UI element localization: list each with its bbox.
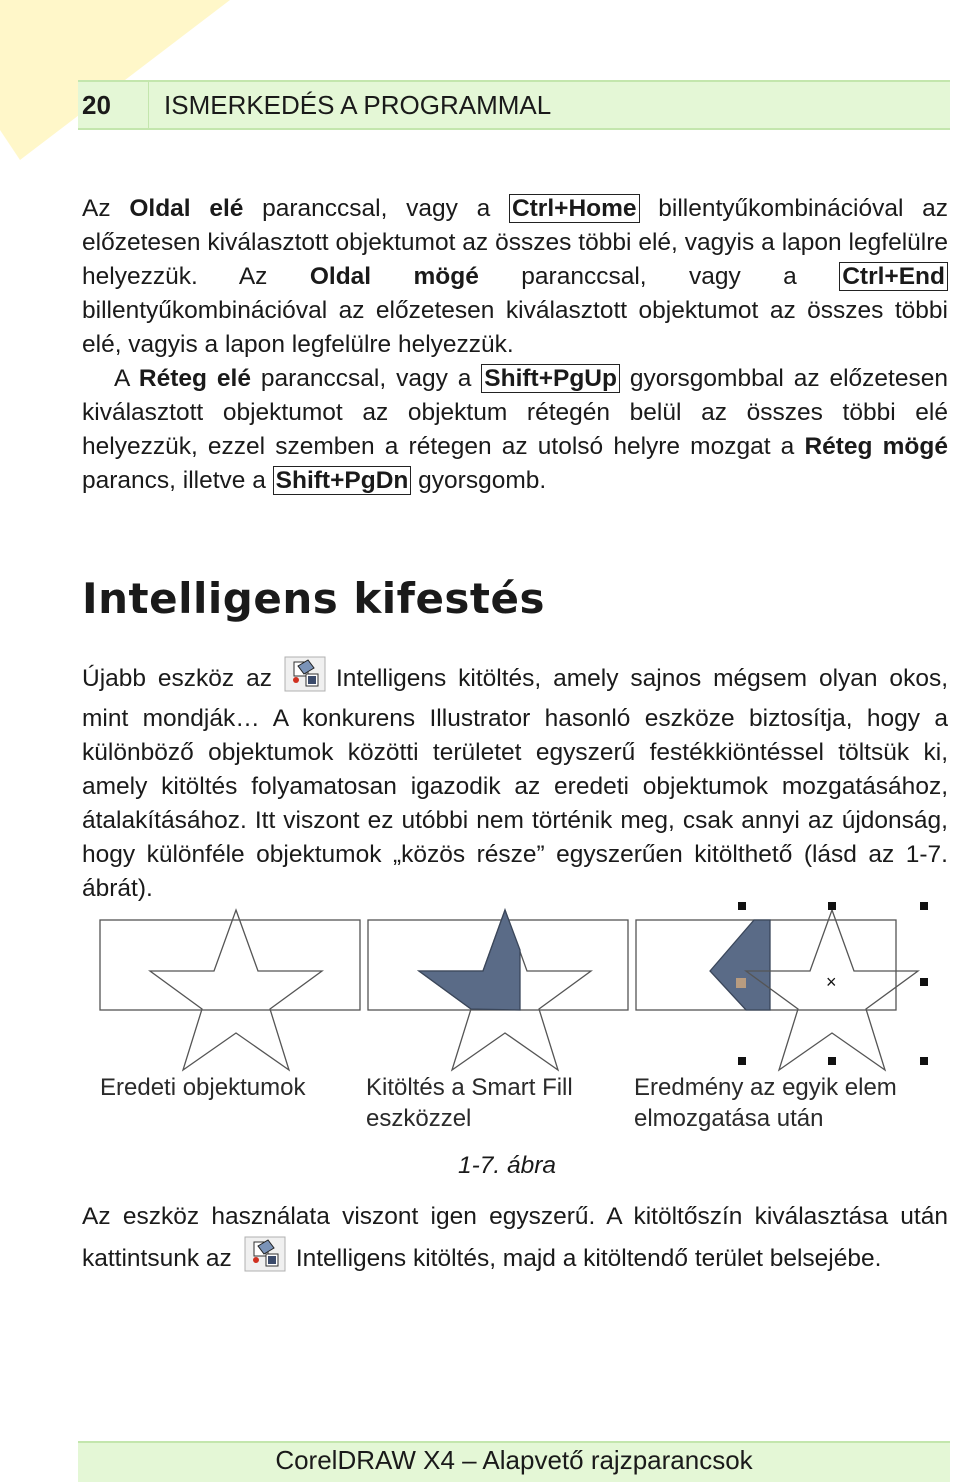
shortcut-key: Ctrl+Home [509,194,640,223]
section-heading: Intelligens kifestés [82,574,545,623]
caption-smart-fill: Kitöltés a Smart Fill eszközzel [366,1074,573,1132]
paragraph-1: Az Oldal elé paranccsal, vagy a Ctrl+Home billentyűkombinációval az előzetesen kiválasztott objektumot az összes többi elé, vagyis a lapon legfelülre helyezzük. Az Oldal mögé paranccsal, vagy a Ctrl+End billentyűkombinációval az előzetesen kiválasztott objektumot az összes többi elé, vagyis a lapon legfelülre helyezzük. A Réteg elé paranccsal, vagy a Shift+PgUp gyorsgombbal az előzetesen kiválasztott objektumot az objektum rétegén belül az összes többi elé helyezzük, ezzel szemben a rétegen az utolsó helyre mozgat a Réteg mögé parancs, illetve a Shift+PgDn gyorsgomb. [82,195,948,494]
smart-fill-icon [244,1236,286,1284]
star-shape [150,910,322,1070]
command-name: Oldal elé [129,195,244,222]
figure-label: 1-7. ábra [458,1152,557,1179]
shortcut-key: Shift+PgUp [481,364,620,393]
page-footer [78,1441,950,1482]
footer-title: CorelDRAW X4 – Alapvető rajzparancsok [275,1445,753,1475]
command-name: Oldal mögé [309,263,479,290]
caption-result: Eredmény az egyik elem elmozgatása után [634,1074,897,1132]
page-header [78,80,950,130]
shortcut-key: Ctrl+End [839,262,948,291]
header-divider [148,82,149,128]
center-marker: × [826,972,837,992]
filled-region [710,920,770,1010]
filled-region [419,910,520,1010]
rectangle-shape [100,920,360,1010]
command-name: Réteg elé [138,365,251,392]
paragraph-4: Az eszköz használata viszont igen egyszerű. A kitöltőszín kiválasztása után kattintsunk az Intelligens kitöltés, majd a kitöltendő terület belsejébe. [82,1198,948,1284]
caption-original: Eredeti objektumok [100,1074,306,1101]
smart-fill-icon [284,656,326,702]
chapter-title: ISMERKEDÉS A PROGRAMMAL [164,90,552,120]
page-number: 20 [82,90,111,120]
paragraph-3: Újabb eszköz az Intelligens kitöltés, amely sajnos mégsem olyan okos, mint mondják… A konkurens Illustrator hasonló eszköze biztosítja, hogy a különböző objektumok közötti területet egyszerű festékkiöntéssel töltsük ki, amely kitöltés folyamatosan igazodik az eredeti objektumok mozgatásához, átalakításához. Itt viszont ez utóbbi nem történik meg, csak annyi az újdonság, hogy különféle objektumok „közös része” egyszerűen kitölthető (lásd az 1-7. ábrát). [82,656,948,906]
command-name: Réteg mögé [804,433,948,460]
figure-1-7 [0,890,960,1140]
shortcut-key: Shift+PgDn [273,466,412,495]
